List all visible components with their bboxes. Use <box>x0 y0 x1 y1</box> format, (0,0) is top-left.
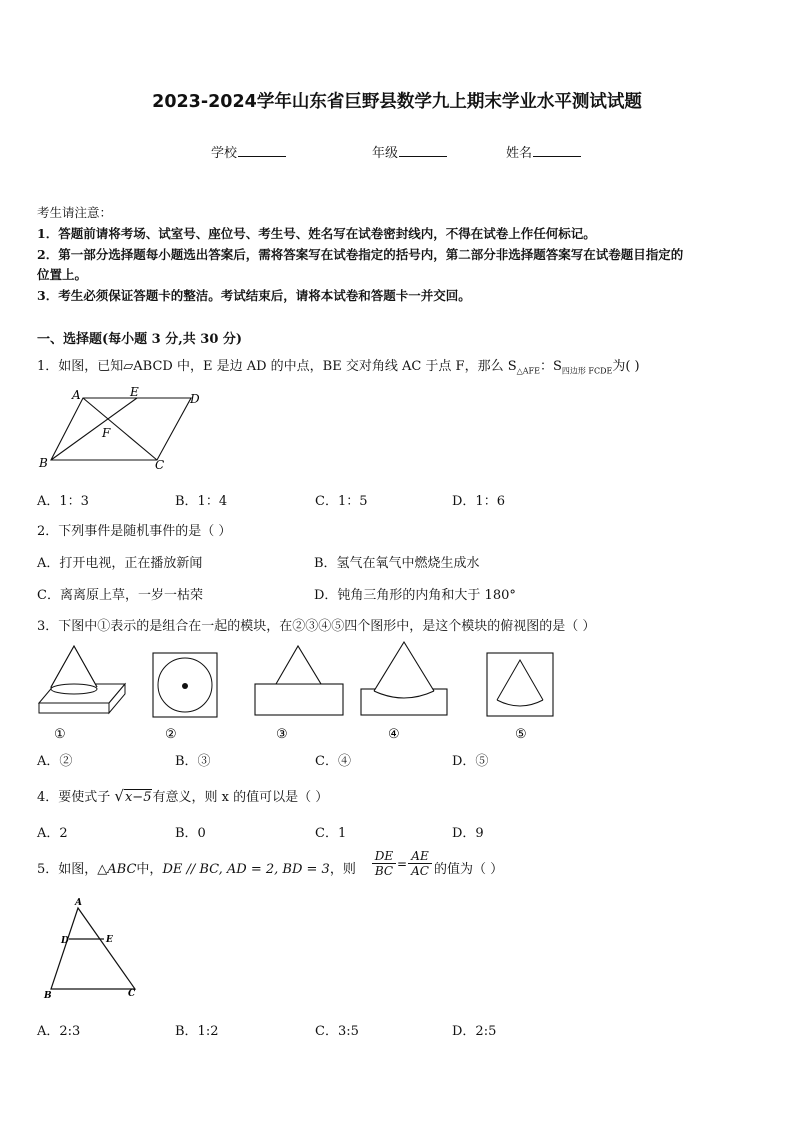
question-2-stem: 2．下列事件是随机事件的是（ ） <box>37 524 232 539</box>
q3-option-b[interactable]: B．③ <box>175 754 211 769</box>
module-3d-view <box>39 646 125 713</box>
question-4-stem: 4．要使式子 √x−5有意义，则 x 的值可以是（ ） <box>37 787 329 805</box>
vertex-label: D <box>190 392 200 406</box>
section-heading: 一、选择题(每小题 3 分,共 30 分) <box>37 332 243 347</box>
q4-option-b[interactable]: B．0 <box>175 826 206 841</box>
equals-sign: = <box>397 857 408 871</box>
question-3-stem: 3．下图中①表示的是组合在一起的模块，在②③④⑤四个图形中，是这个模块的俯视图的是（ ） <box>37 619 596 634</box>
name-field[interactable]: 姓名 <box>506 142 581 161</box>
question-1-stem: 1．如图，已知▱ABCD 中，E 是边 AD 的中点，BE 交对角线 AC 于点 F，那么 $S_{\triangle AFE}$：$S_{四边形 FCDE}$为( ) <box>37 359 640 376</box>
figure-label: ① <box>54 727 66 742</box>
view-option-5 <box>487 653 553 716</box>
q1-option-c[interactable]: C．1：5 <box>315 494 368 509</box>
figure-label: ② <box>165 727 177 742</box>
notice-heading: 考生请注意： <box>37 205 113 220</box>
notice-item: 3．考生必须保证答题卡的整洁。考试结束后，请将本试卷和答题卡一并交回。 <box>37 288 471 303</box>
figure-label: ④ <box>388 727 400 742</box>
triangle-figure <box>40 895 150 1005</box>
q4-option-a[interactable]: A．2 <box>37 826 68 841</box>
vertex-label: C <box>155 458 165 472</box>
vertex-label: D <box>61 936 69 946</box>
q3-option-a[interactable]: A．② <box>37 754 73 769</box>
vertex-label: F <box>102 426 111 440</box>
question-5-stem-end: 的值为（ ） <box>434 862 504 877</box>
figure-label: ③ <box>276 727 288 742</box>
vertex-label: A <box>75 898 82 908</box>
q3-option-d[interactable]: D．⑤ <box>452 754 489 769</box>
q2-option-a[interactable]: A．打开电视，正在播放新闻 <box>37 556 203 571</box>
q2-option-d[interactable]: D．钝角三角形的内角和大于 180° <box>314 588 516 603</box>
view-option-4 <box>361 642 447 715</box>
notice-item: 1．答题前请将考场、试室号、座位号、考生号、姓名写在试卷密封线内，不得在试卷上作任何标记。 <box>37 226 596 241</box>
q5-option-d[interactable]: D．2:5 <box>452 1024 497 1039</box>
module-views-figure <box>35 640 560 745</box>
q1-option-a[interactable]: A．1：3 <box>37 494 89 509</box>
figure-label: ⑤ <box>515 727 527 742</box>
notice-item: 位置上。 <box>37 267 88 282</box>
vertex-label: E <box>106 935 113 945</box>
q2-option-b[interactable]: B．氢气在氧气中燃烧生成水 <box>314 556 480 571</box>
question-5-stem: 5．如图，△ABC中，DE // BC, AD = 2, BD = 3，则 <box>37 862 356 877</box>
q5-option-b[interactable]: B．1:2 <box>175 1024 219 1039</box>
q5-option-a[interactable]: A．2:3 <box>37 1024 81 1039</box>
vertex-label: B <box>44 991 52 1001</box>
vertex-label: E <box>130 385 139 399</box>
radicand: x−5 <box>124 790 152 805</box>
fraction-de-bc: DE BC <box>372 849 396 878</box>
q1-option-b[interactable]: B．1：4 <box>175 494 228 509</box>
notice-item: 2．第一部分选择题每小题选出答案后，需将答案写在试卷指定的括号内，第二部分非选择题答案写在试卷题目指定的 <box>37 247 684 262</box>
page-title: 2023-2024学年山东省巨野县数学九上期末学业水平测试试题 <box>152 92 642 112</box>
vertex-label: B <box>39 456 48 470</box>
vertex-label: C <box>128 989 136 999</box>
q2-option-c[interactable]: C．离离原上草，一岁一枯荣 <box>37 588 203 603</box>
q1-option-d[interactable]: D．1：6 <box>452 494 505 509</box>
q5-option-c[interactable]: C．3:5 <box>315 1024 359 1039</box>
q4-option-d[interactable]: D．9 <box>452 826 484 841</box>
parallelogram-figure <box>36 385 206 475</box>
fraction-ae-ac: AE AC <box>408 849 432 878</box>
q4-option-c[interactable]: C．1 <box>315 826 347 841</box>
front-view-option-3 <box>255 646 343 715</box>
vertex-label: A <box>72 388 81 402</box>
q3-option-c[interactable]: C．④ <box>315 754 351 769</box>
top-view-option-2 <box>153 653 217 717</box>
grade-field[interactable]: 年级 <box>372 142 447 161</box>
school-field[interactable]: 学校 <box>211 142 286 161</box>
